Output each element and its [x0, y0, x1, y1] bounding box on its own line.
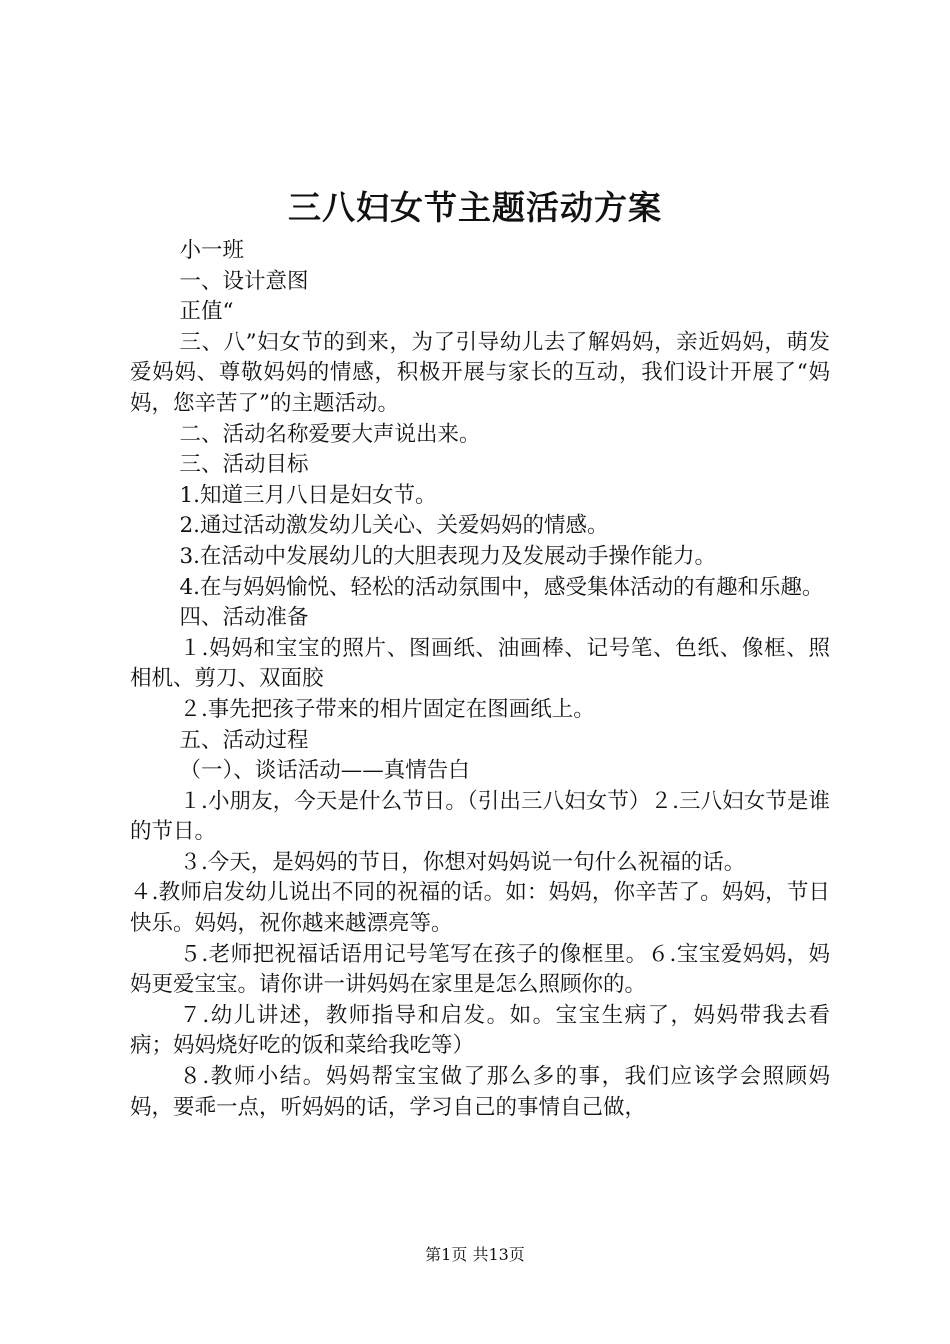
list-item: １.妈妈和宝宝的照片、图画纸、油画棒、记号笔、色纸、像框、照相机、剪刀、双面胶 — [130, 635, 830, 692]
section-heading: 三、活动目标 — [179, 452, 309, 478]
document-title: 三八妇女节主题活动方案 — [288, 188, 662, 227]
class-name: 小一班 — [179, 238, 244, 263]
list-item: 1.知道三月八日是妇女节。 — [179, 482, 437, 508]
document-body — [130, 236, 830, 1123]
list-item: ３.今天，是妈妈的节日，你想对妈妈说一句什么祝福的话。 — [179, 849, 746, 875]
list-item: 3.在活动中发展幼儿的大胆表现力及发展动手操作能力。 — [179, 543, 716, 569]
subsection-heading: （一）、谈话活动——真情告白 — [179, 758, 470, 784]
section-heading: 四、活动准备 — [179, 605, 309, 631]
list-item: ４.教师启发幼儿说出不同的祝福的话。如：妈妈，你辛苦了。妈妈，节日快乐。妈妈，祝你越来越漂亮等。 — [130, 880, 830, 937]
list-item: １.小朋友，今天是什么节日。（引出三八妇女节）２.三八妇女节是谁的节日。 — [130, 788, 830, 845]
section-heading: 五、活动过程 — [179, 727, 309, 753]
list-item: ５.老师把祝福话语用记号笔写在孩子的像框里。６.宝宝爱妈妈，妈妈更爱宝宝。请你讲一讲妈妈在家里是怎么照顾你的。 — [130, 941, 830, 998]
list-item: ７.幼儿讲述，教师指导和启发。如。宝宝生病了，妈妈带我去看病；妈妈烧好吃的饭和菜给我吃等） — [130, 1002, 830, 1059]
paragraph: 正值“ — [179, 299, 234, 325]
list-item: 4.在与妈妈愉悦、轻松的活动氛围中，感受集体活动的有趣和乐趣。 — [179, 574, 824, 600]
list-item: 2.通过活动激发幼儿关心、关爱妈妈的情感。 — [179, 513, 609, 539]
section-heading: 一、设计意图 — [179, 268, 309, 294]
list-item: ８.教师小结。妈妈帮宝宝做了那么多的事，我们应该学会照顾妈妈，要乖一点，听妈妈的话，学习自己的事情自己做， — [130, 1064, 830, 1120]
paragraph: 三、八”妇女节的到来，为了引导幼儿去了解妈妈，亲近妈妈，萌发爱妈妈、尊敬妈妈的情感，积极开展与家长的互动，我们设计开展了“妈妈，您辛苦了”的主题活动。 — [130, 329, 830, 416]
page-footer: 第1页 共13页 — [425, 1245, 525, 1264]
section-heading: 二、活动名称爱要大声说出来。 — [179, 421, 481, 447]
list-item: ２.事先把孩子带来的相片固定在图画纸上。 — [179, 696, 595, 722]
